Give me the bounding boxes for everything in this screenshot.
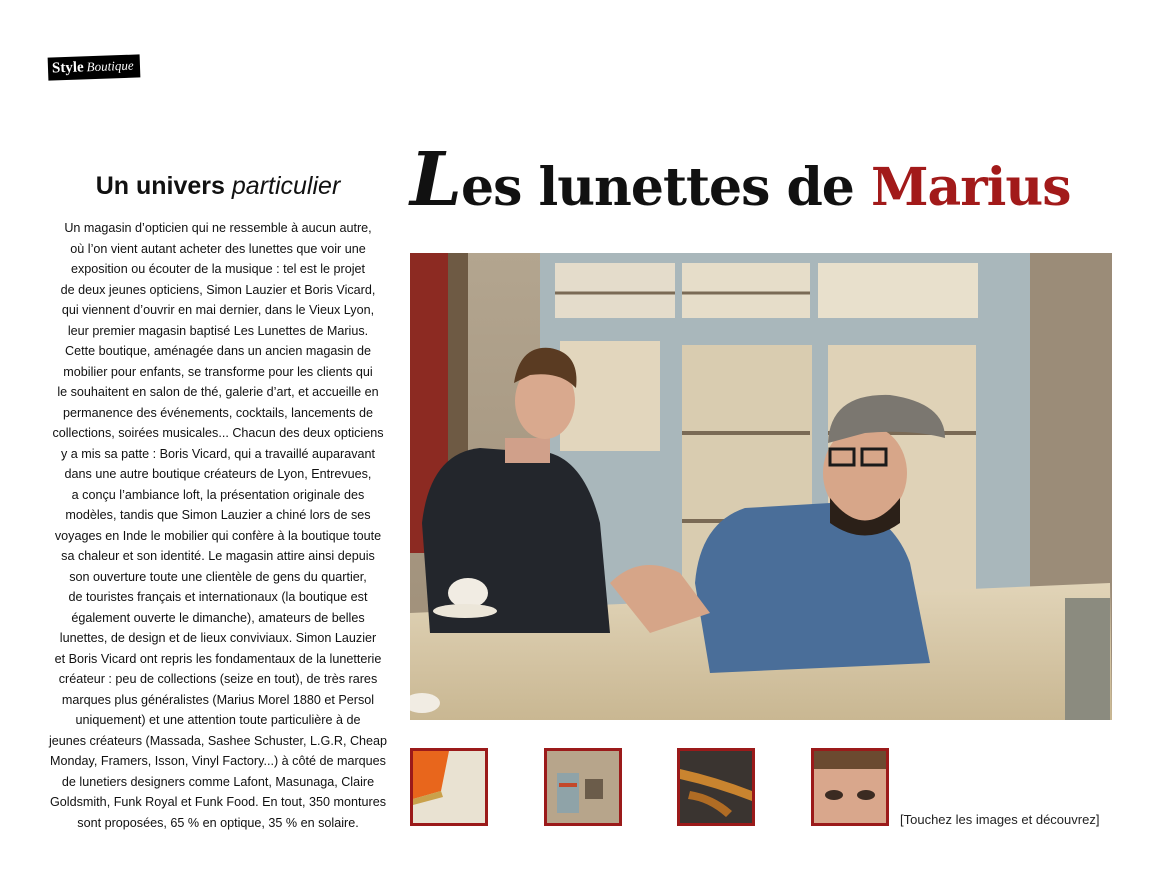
- article-line: sa chaleur et son identité. Le magasin attire ainsi depuis: [61, 549, 375, 563]
- title-initial-l: L: [410, 137, 462, 223]
- article-line: sont proposées, 65 % en optique, 35 % en solaire.: [77, 815, 359, 830]
- article-body: [42, 218, 394, 833]
- intro-heading-plain: Un univers: [95, 172, 225, 200]
- thumbnail-face-art: [814, 751, 886, 823]
- article-line: mobilier pour enfants, se transforme pour les clients qui: [63, 364, 373, 379]
- thumbnail-glasses[interactable]: [677, 748, 755, 826]
- article-line: dans une autre boutique créateurs de Lyon, Entrevues,: [64, 467, 372, 481]
- article-line: voyages en Inde le mobilier qui confère à la boutique toute: [54, 528, 382, 543]
- title-plain: es lunettes de: [461, 157, 871, 218]
- article-line: son ouverture toute une clientèle de gens du quartier,: [69, 569, 367, 584]
- article-line: Un magasin d’opticien qui ne ressemble à aucun autre,: [64, 221, 372, 235]
- article-line: le souhaitent en salon de thé, galerie d’art, et accueille en: [57, 385, 379, 399]
- title-accent-marius: Marius: [871, 157, 1071, 218]
- article-line: également ouverte le dimanche), amateurs de belles: [71, 610, 365, 625]
- article-line: collections, soirées musicales... Chacun des deux opticiens: [52, 426, 384, 440]
- article-line: a conçu l’ambiance loft, la présentation originale des: [71, 487, 365, 502]
- article-line: et Boris Vicard ont repris les fondamentaux de la lunetterie: [54, 651, 382, 666]
- article-line: modèles, tandis que Simon Lauzier a chiné lors de ses: [65, 508, 371, 522]
- thumbnail-shelf-art: [547, 751, 619, 823]
- thumbnail-face[interactable]: [811, 748, 889, 826]
- article-line: Cette boutique, aménagée dans un ancien magasin de: [65, 344, 371, 358]
- article-line: Monday, Framers, Isson, Vinyl Factory...) à côté de marques: [50, 754, 386, 768]
- article-line: qui viennent d’ouvrir en mai dernier, dans le Vieux Lyon,: [61, 303, 375, 317]
- article-line: jeunes créateurs (Massada, Sashee Schuster, L.G.R, Cheap: [48, 733, 388, 748]
- article-line: créateur : peu de collections (seize en tout), de très rares: [58, 672, 378, 686]
- article-line: marques plus généralistes (Marius Morel 1880 et Persol: [61, 692, 375, 707]
- article-line: y a mis sa patte : Boris Vicard, qui a travaillé auparavant: [60, 446, 376, 461]
- article-line: Goldsmith, Funk Royal et Funk Food. En tout, 350 montures: [50, 795, 386, 809]
- thumbnail-lamp-art: [413, 751, 485, 823]
- caption-touch-images: [Touchez les images et découvrez]: [900, 812, 1100, 827]
- section-tag-boutique: Boutique: [86, 57, 134, 75]
- thumbnail-glasses-art: [680, 751, 752, 823]
- thumbnail-lamp[interactable]: [410, 748, 488, 826]
- intro-heading: [48, 172, 388, 201]
- section-tag-style: Style: [51, 59, 84, 77]
- article-line: de lunetiers designers comme Lafont, Masunaga, Claire: [61, 774, 375, 789]
- main-photo: [410, 253, 1112, 720]
- main-title: [410, 137, 1120, 228]
- article-line: lunettes, de design et de lieux conviviaux. Simon Lauzier: [59, 631, 377, 645]
- intro-heading-italic: particulier: [231, 172, 341, 200]
- article-line: uniquement) et une attention toute particulière à de: [75, 713, 361, 727]
- article-line: où l’on vient autant acheter des lunettes que voir une: [70, 241, 366, 256]
- thumbnail-shelf[interactable]: [544, 748, 622, 826]
- article-line: exposition ou écouter de la musique : tel est le projet: [70, 262, 366, 276]
- section-tag: [48, 54, 140, 80]
- article-line: de touristes français et internationaux (la boutique est: [68, 590, 368, 604]
- article-line: permanence des événements, cocktails, lancements de: [62, 405, 374, 420]
- article-line: leur premier magasin baptisé Les Lunettes de Marius.: [67, 323, 369, 338]
- main-photo-art: [410, 253, 1112, 720]
- article-line: de deux jeunes opticiens, Simon Lauzier et Boris Vicard,: [60, 282, 376, 297]
